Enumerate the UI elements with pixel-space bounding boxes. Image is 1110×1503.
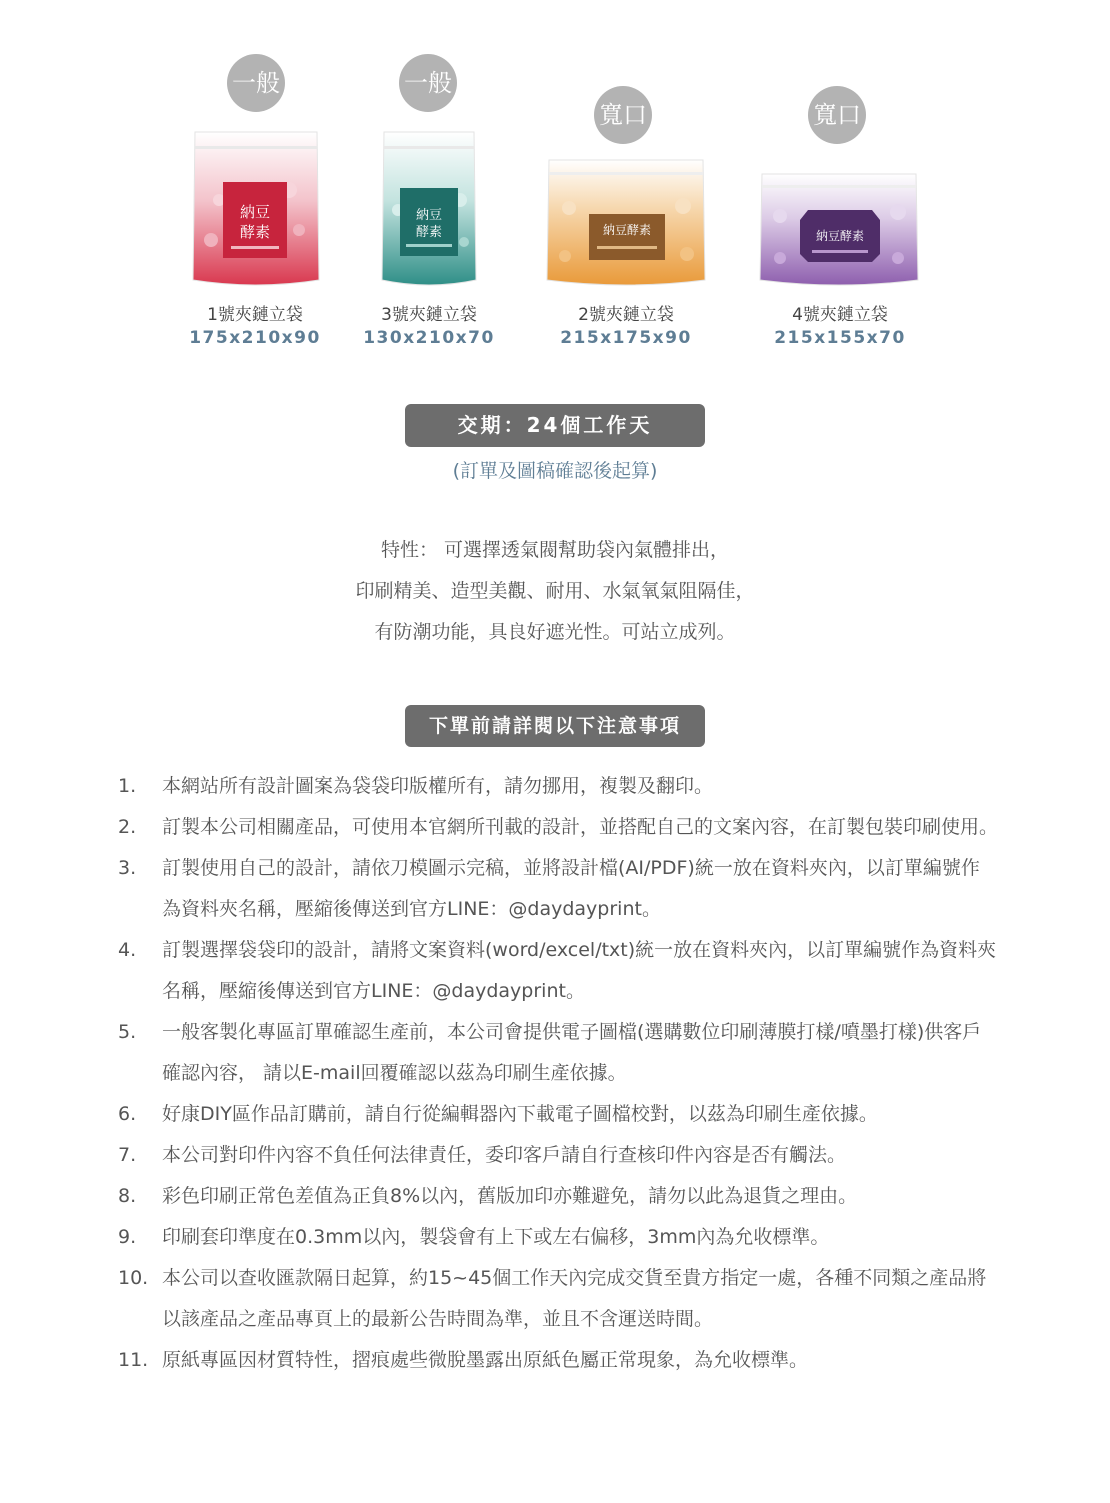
note-text: 本公司對印件內容不負任何法律責任，委印客戶請自行查核印件內容是否有觸法。 [162, 1144, 847, 1166]
svg-text:納豆: 納豆 [415, 208, 443, 223]
note-item [118, 1176, 998, 1217]
note-text: 原紙專區因材質特性，摺痕處些微脫墨露出原紙色屬正常現象，為允收標準。 [162, 1349, 809, 1371]
note-number: 9. [118, 1226, 137, 1248]
note-text: 訂製本公司相關產品，可使用本官網所刊載的設計，並搭配自己的文案內容，在訂製包裝印刷使用。 [162, 816, 999, 838]
svg-text:酵素: 酵素 [239, 223, 271, 241]
note-text: 訂製使用自己的設計，請依刀模圖示完稿，並將設計檔(AI/PDF)統一放在資料夾內，以訂單編號作為資料夾名稱，壓縮後傳送到官方LINE：@daydayprint。 [162, 857, 980, 920]
bag-image [380, 130, 478, 288]
note-item [118, 766, 998, 807]
note-text: 好康DIY區作品訂購前，請自行從編輯器內下載電子圖檔校對，以茲為印刷生產依據。 [162, 1103, 878, 1125]
note-item [118, 1217, 998, 1258]
svg-text:納豆: 納豆 [239, 203, 271, 221]
feature-line: 有防潮功能，具良好遮光性。可站立成列。 [374, 621, 736, 643]
notice-title: 下單前請詳閱以下注意事項 [405, 705, 705, 747]
note-number: 10. [118, 1267, 149, 1289]
note-text: 訂製選擇袋袋印的設計，請將文案資料(word/excel/txt)統一放在資料夾內，以訂單編號作為資料夾名稱，壓縮後傳送到官方LINE：@daydayprint。 [162, 939, 997, 1002]
note-number: 6. [118, 1103, 137, 1125]
bag-image [758, 172, 920, 288]
bag-image [545, 158, 707, 288]
note-item [118, 807, 998, 848]
product-name: 1號夾鏈立袋 [207, 305, 303, 325]
product-size: 175x210x90 [189, 328, 321, 348]
lead-time-banner: 交期：24個工作天 [405, 404, 705, 447]
note-text: 彩色印刷正常色差值為正負8%以內，舊版加印亦難避免，請勿以此為退貨之理由。 [162, 1185, 858, 1207]
notes-list [118, 766, 998, 1381]
note-item [118, 930, 998, 1012]
feature-line: 印刷精美、造型美觀、耐用、水氣氧氣阻隔佳， [355, 580, 755, 602]
product-name: 2號夾鏈立袋 [578, 305, 674, 325]
note-number: 5. [118, 1021, 137, 1043]
svg-text:納豆酵素: 納豆酵素 [815, 229, 865, 243]
product-size: 215x155x70 [774, 328, 906, 348]
product-badge: 一般 [227, 54, 285, 112]
note-number: 8. [118, 1185, 137, 1207]
note-item [118, 1340, 998, 1381]
note-item [118, 1094, 998, 1135]
note-text: 本網站所有設計圖案為袋袋印版權所有，請勿挪用，複製及翻印。 [162, 775, 714, 797]
bag-image [189, 130, 323, 288]
note-item [118, 1258, 998, 1340]
note-text: 本公司以查收匯款隔日起算，約15~45個工作天內完成交貨至貴方指定一處，各種不同類之產品將以該產品之產品專頁上的最新公告時間為準，並且不含運送時間。 [162, 1267, 987, 1330]
lead-time-note: (訂單及圖稿確認後起算) [452, 460, 658, 482]
product-badge: 一般 [399, 54, 457, 112]
note-number: 3. [118, 857, 137, 879]
svg-text:納豆酵素: 納豆酵素 [602, 223, 652, 237]
note-item [118, 1135, 998, 1176]
feature-line: 特性： 可選擇透氣閥幫助袋內氣體排出， [380, 539, 730, 561]
note-number: 2. [118, 816, 137, 838]
note-text: 一般客製化專區訂單確認生產前，本公司會提供電子圖檔(選購數位印刷薄膜打樣/噴墨打樣)供客戶確認內容， 請以E-mail回覆確認以茲為印刷生產依據。 [162, 1021, 982, 1084]
note-text: 印刷套印準度在0.3mm以內，製袋會有上下或左右偏移，3mm內為允收標準。 [162, 1226, 830, 1248]
note-number: 7. [118, 1144, 137, 1166]
product-badge: 寬口 [594, 86, 652, 144]
note-item [118, 1012, 998, 1094]
note-number: 11. [118, 1349, 149, 1371]
note-number: 1. [118, 775, 137, 797]
product-size: 215x175x90 [560, 328, 692, 348]
features-block [205, 530, 905, 653]
product-name: 3號夾鏈立袋 [381, 305, 477, 325]
product-name: 4號夾鏈立袋 [792, 305, 888, 325]
product-badge: 寬口 [808, 86, 866, 144]
product-size: 130x210x70 [363, 328, 495, 348]
product-row [0, 0, 1110, 360]
note-item [118, 848, 998, 930]
svg-text:酵素: 酵素 [415, 225, 443, 240]
note-number: 4. [118, 939, 137, 961]
